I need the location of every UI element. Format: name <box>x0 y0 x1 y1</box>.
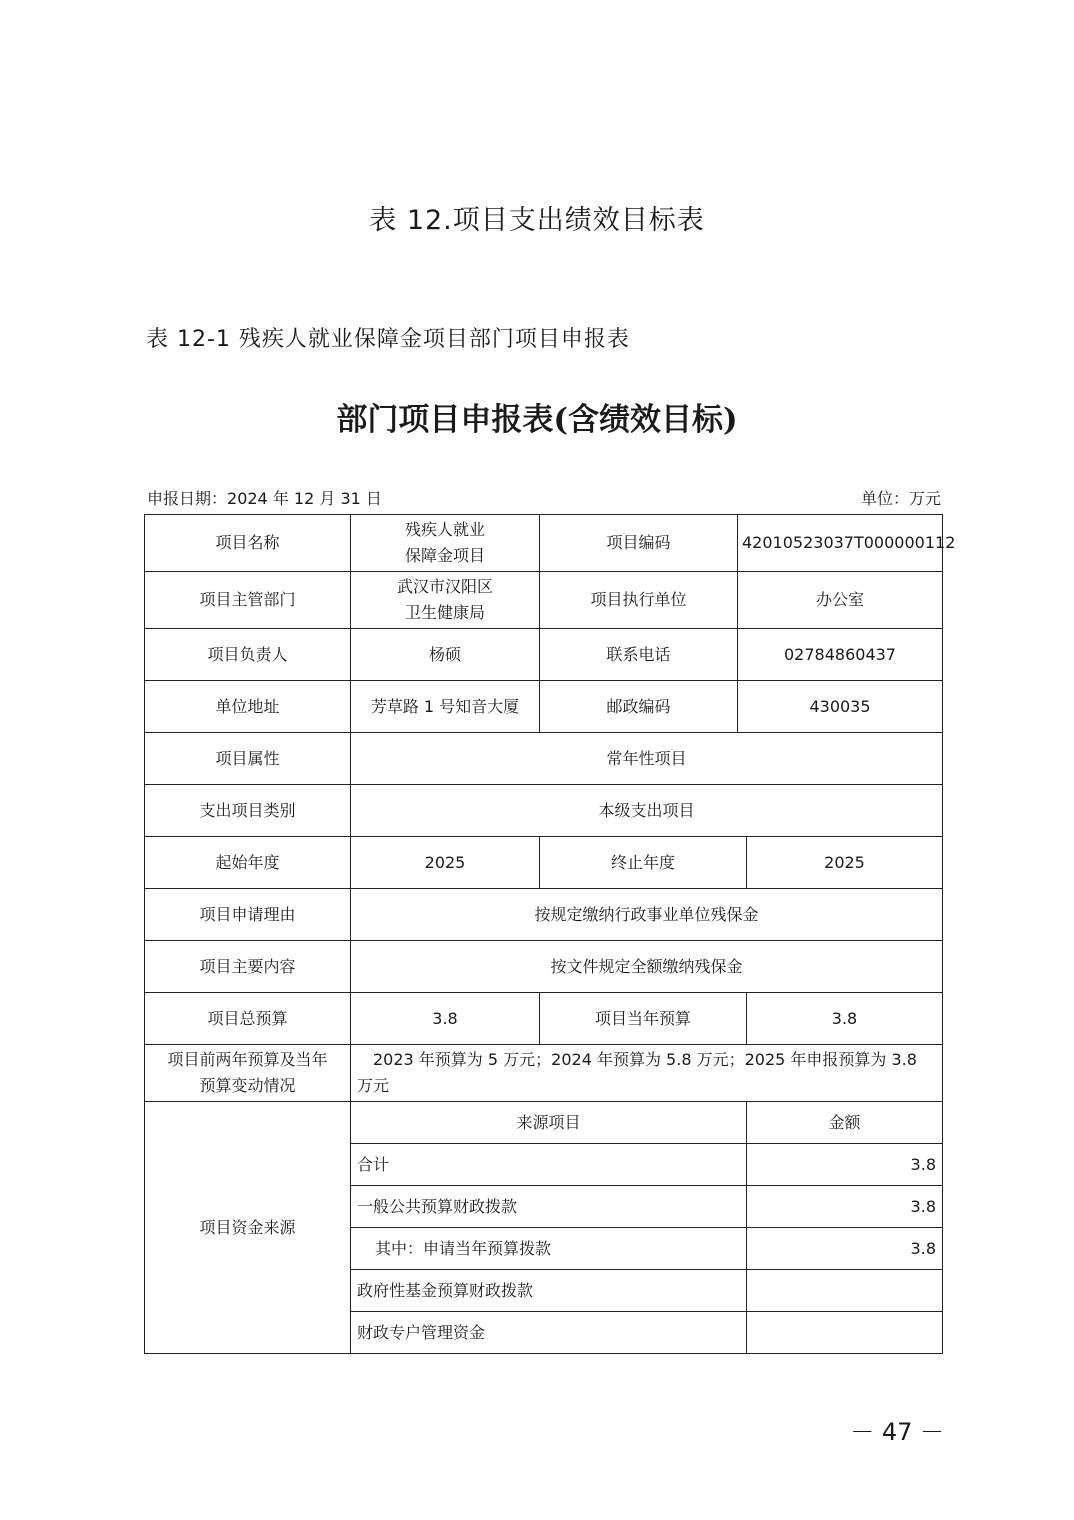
project-name-line2: 保障金项目 <box>404 546 485 565</box>
content-label: 项目主要内容 <box>145 941 351 993</box>
phone-value: 02784860437 <box>738 629 943 681</box>
funding-amount-special-account <box>747 1312 943 1354</box>
current-budget-value: 3.8 <box>747 993 943 1045</box>
table-row <box>145 629 943 681</box>
table-row <box>145 941 943 993</box>
end-year-label: 终止年度 <box>540 837 747 889</box>
form-title: 部门项目申报表(含绩效目标) <box>336 402 738 438</box>
exec-unit-label: 项目执行单位 <box>540 572 738 629</box>
funding-amount-general: 3.8 <box>747 1186 943 1228</box>
start-year-value: 2025 <box>351 837 540 889</box>
dept-label: 项目主管部门 <box>145 572 351 629</box>
table-row <box>145 993 943 1045</box>
funding-source-current-year: 其中：申请当年预算拨款 <box>351 1228 747 1270</box>
dept-line2: 卫生健康局 <box>404 603 485 622</box>
table-row <box>145 837 943 889</box>
dept-value <box>351 572 540 629</box>
address-label: 单位地址 <box>145 681 351 733</box>
table-row <box>145 1102 943 1144</box>
funding-header-source: 来源项目 <box>351 1102 747 1144</box>
report-date-value: 2024 年 12 月 31 日 <box>227 489 382 508</box>
attribute-value: 常年性项目 <box>351 733 943 785</box>
dept-line1: 武汉市汉阳区 <box>396 577 493 596</box>
category-value: 本级支出项目 <box>351 785 943 837</box>
table-row <box>145 733 943 785</box>
history-label <box>145 1045 351 1102</box>
funding-source-general: 一般公共预算财政拨款 <box>351 1186 747 1228</box>
table-row <box>145 515 943 572</box>
page-heading: 表 12.项目支出绩效目标表 <box>369 205 705 236</box>
funding-header-amount: 金额 <box>747 1102 943 1144</box>
table-row <box>145 681 943 733</box>
page-number: － 47 － <box>850 1418 944 1446</box>
funding-amount-current-year: 3.8 <box>747 1228 943 1270</box>
category-label: 支出项目类别 <box>145 785 351 837</box>
current-budget-label: 项目当年预算 <box>540 993 747 1045</box>
table-row <box>145 785 943 837</box>
leader-value: 杨硕 <box>351 629 540 681</box>
exec-unit-value: 办公室 <box>738 572 943 629</box>
project-form-table <box>144 514 956 1354</box>
address-value: 芳草路 1 号知音大厦 <box>351 681 540 733</box>
end-year-value: 2025 <box>747 837 943 889</box>
funding-label: 项目资金来源 <box>145 1102 351 1354</box>
reason-value: 按规定缴纳行政事业单位残保金 <box>351 889 943 941</box>
funding-amount-gov-fund <box>747 1270 943 1312</box>
history-value: 2023 年预算为 5 万元；2024 年预算为 5.8 万元；2025 年申报预算为 3.8 万元 <box>351 1045 943 1102</box>
report-date-label: 申报日期： <box>147 489 228 508</box>
report-date <box>147 486 382 509</box>
postcode-label: 邮政编码 <box>540 681 738 733</box>
funding-source-special-account: 财政专户管理资金 <box>351 1312 747 1354</box>
table-row <box>145 1045 943 1102</box>
project-code-value: 42010523037T000000112 <box>738 515 943 572</box>
project-name-label: 项目名称 <box>145 515 351 572</box>
project-code-label: 项目编码 <box>540 515 738 572</box>
attribute-label: 项目属性 <box>145 733 351 785</box>
phone-label: 联系电话 <box>540 629 738 681</box>
leader-label: 项目负责人 <box>145 629 351 681</box>
project-name-line1: 残疾人就业 <box>404 520 485 539</box>
start-year-label: 起始年度 <box>145 837 351 889</box>
history-label-line1: 项目前两年预算及当年 <box>167 1050 328 1069</box>
table-row <box>145 889 943 941</box>
postcode-value: 430035 <box>738 681 943 733</box>
funding-source-gov-fund: 政府性基金预算财政拨款 <box>351 1270 747 1312</box>
funding-amount-total: 3.8 <box>747 1144 943 1186</box>
table-row <box>145 572 943 629</box>
history-label-line2: 预算变动情况 <box>199 1076 296 1095</box>
sub-heading: 表 12-1 残疾人就业保障金项目部门项目申报表 <box>146 327 630 352</box>
content-value: 按文件规定全额缴纳残保金 <box>351 941 943 993</box>
total-budget-label: 项目总预算 <box>145 993 351 1045</box>
funding-source-total: 合计 <box>351 1144 747 1186</box>
total-budget-value: 3.8 <box>351 993 540 1045</box>
reason-label: 项目申请理由 <box>145 889 351 941</box>
project-name-value <box>351 515 540 572</box>
unit-label: 单位：万元 <box>860 489 941 508</box>
